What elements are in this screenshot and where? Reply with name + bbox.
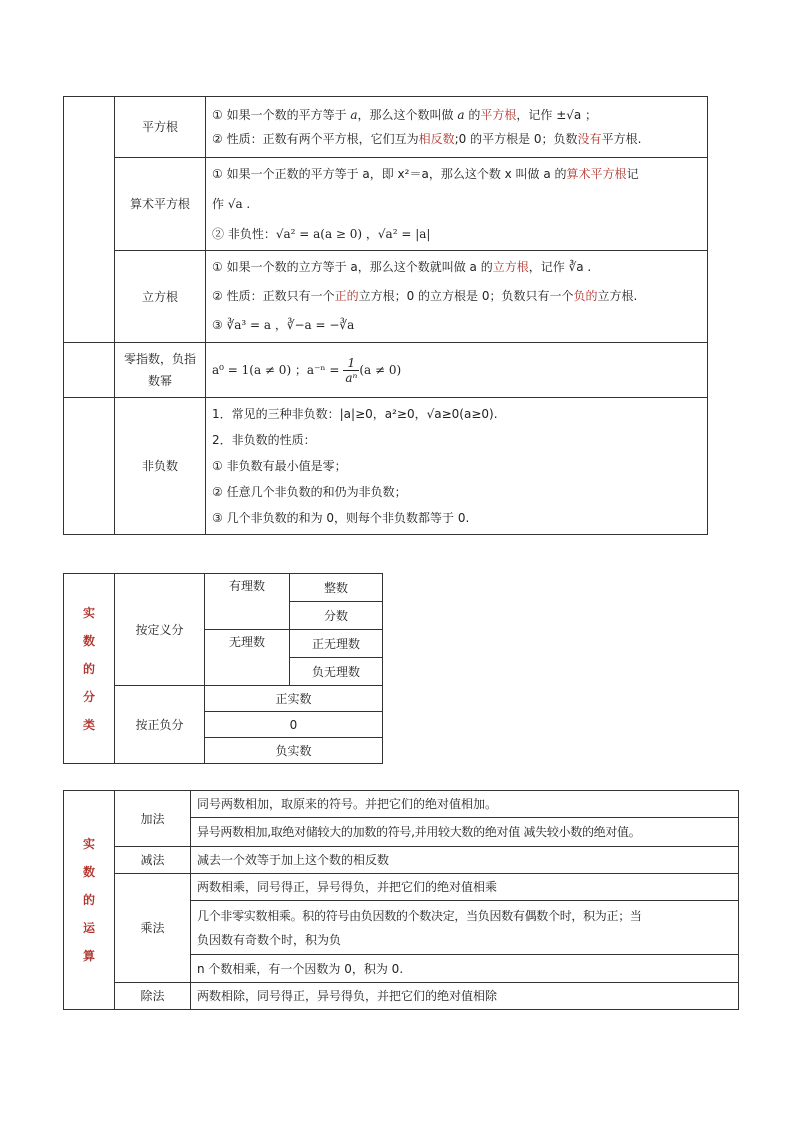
operations-table [63,790,739,1010]
addition-rule-2: 异号两数相加,取绝对储较大的加数的符号,并用较大数的绝对值 减失较小数的绝对值。 [191,818,739,847]
non-negative-line-2: 2．非负数的性质： [212,433,316,447]
by-definition-label: 按定义分 [115,574,205,686]
square-root-line-1: ① 如果一个数的平方等于 a，那么这个数叫做 a 的平方根，记作 ±√a ； [212,108,598,122]
subtraction-rule: 减去一个效等于加上这个数的相反数 [191,847,739,874]
negative-real-label: 负实数 [205,738,383,764]
cube-root-line-2: ② 性质：正数只有一个正的立方根；0 的立方根是 0；负数只有一个负的立方根. [212,289,638,303]
non-negative-content [206,398,708,535]
cube-root-line-1: ① 如果一个数的立方等于 a，那么这个数就叫做 a 的立方根，记作 ∛a . [212,260,592,274]
irrational-label: 无理数 [205,630,290,686]
classification-side-title: 实 数 的 分 类 [64,574,115,764]
label-zero-exponent: 零指数，负指数幂 [115,343,206,398]
zero-label: 0 [205,712,383,738]
non-negative-line-4: ② 任意几个非负数的和仍为非负数； [212,485,407,499]
integer-label: 整数 [290,574,383,602]
multiplication-label: 乘法 [115,874,191,983]
blank-side-cell-2 [64,343,115,398]
non-negative-line-5: ③ 几个非负数的和为 0，则每个非负数都等于 0. [212,511,470,525]
concepts-table [63,96,708,535]
arithmetic-root-content [206,158,708,251]
addition-rule-1: 同号两数相加，取原来的符号。并把它们的绝对值相加。 [191,791,739,818]
negative-irrational-label: 负无理数 [290,658,383,686]
positive-real-label: 正实数 [205,686,383,712]
multiplication-rule-2: 几个非零实数相乘。积的符号由负因数的个数决定，当负因数有偶数个时，积为正；当 负因数有奇数个时，积为负 [191,901,739,955]
by-sign-label: 按正负分 [115,686,205,764]
rational-label: 有理数 [205,574,290,630]
exponent-fraction: $\frac{1}{\text{aⁿ}}$ [345,355,358,385]
positive-irrational-label: 正无理数 [290,630,383,658]
exponent-formula-2: (a ≠ 0) [359,362,402,377]
cube-root-line-3: ③ ∛a³ = a ，∛−a = −∛a [212,318,355,332]
non-negative-line-1: 1．常见的三种非负数：|a|≥0，a²≥0，√a≥0(a≥0). [212,407,498,421]
subtraction-label: 减法 [115,847,191,874]
arithmetic-root-line-1: ① 如果一个正数的平方等于 a，即 x²＝a，那么这个数 x 叫做 a 的算术平方根记 [212,167,639,181]
blank-side-cell [64,97,115,343]
addition-label: 加法 [115,791,191,847]
multiplication-rule-1: 两数相乘，同号得正，异号得负，并把它们的绝对值相乘 [191,874,739,901]
label-cube-root: 立方根 [115,251,206,343]
blank-side-cell-3 [64,398,115,535]
label-non-negative: 非负数 [115,398,206,535]
square-root-content [206,97,708,158]
division-rule: 两数相除，同号得正，异号得负，并把它们的绝对值相除 [191,983,739,1010]
operations-side-title: 实 数 的 运 算 [64,791,115,1010]
label-arithmetic-root: 算术平方根 [115,158,206,251]
square-root-line-2: ② 性质：正数有两个平方根，它们互为相反数;0 的平方根是 0；负数没有平方根. [212,132,642,146]
arithmetic-root-line-3: ② 非负性：√a² = a(a ≥ 0) ，√a² = |a| [212,227,431,241]
arithmetic-root-line-2: 作 √a . [212,197,251,211]
non-negative-line-3: ① 非负数有最小值是零； [212,459,347,473]
multiplication-rule-3: n 个数相乘，有一个因数为 0，积为 0. [191,955,739,983]
fraction-label: 分数 [290,602,383,630]
label-square-root: 平方根 [115,97,206,158]
exponent-formula-1: a⁰ = 1(a ≠ 0) ；a⁻ⁿ = [212,362,344,377]
zero-exponent-content [206,343,708,398]
division-label: 除法 [115,983,191,1010]
cube-root-content [206,251,708,343]
classification-table [63,573,383,764]
